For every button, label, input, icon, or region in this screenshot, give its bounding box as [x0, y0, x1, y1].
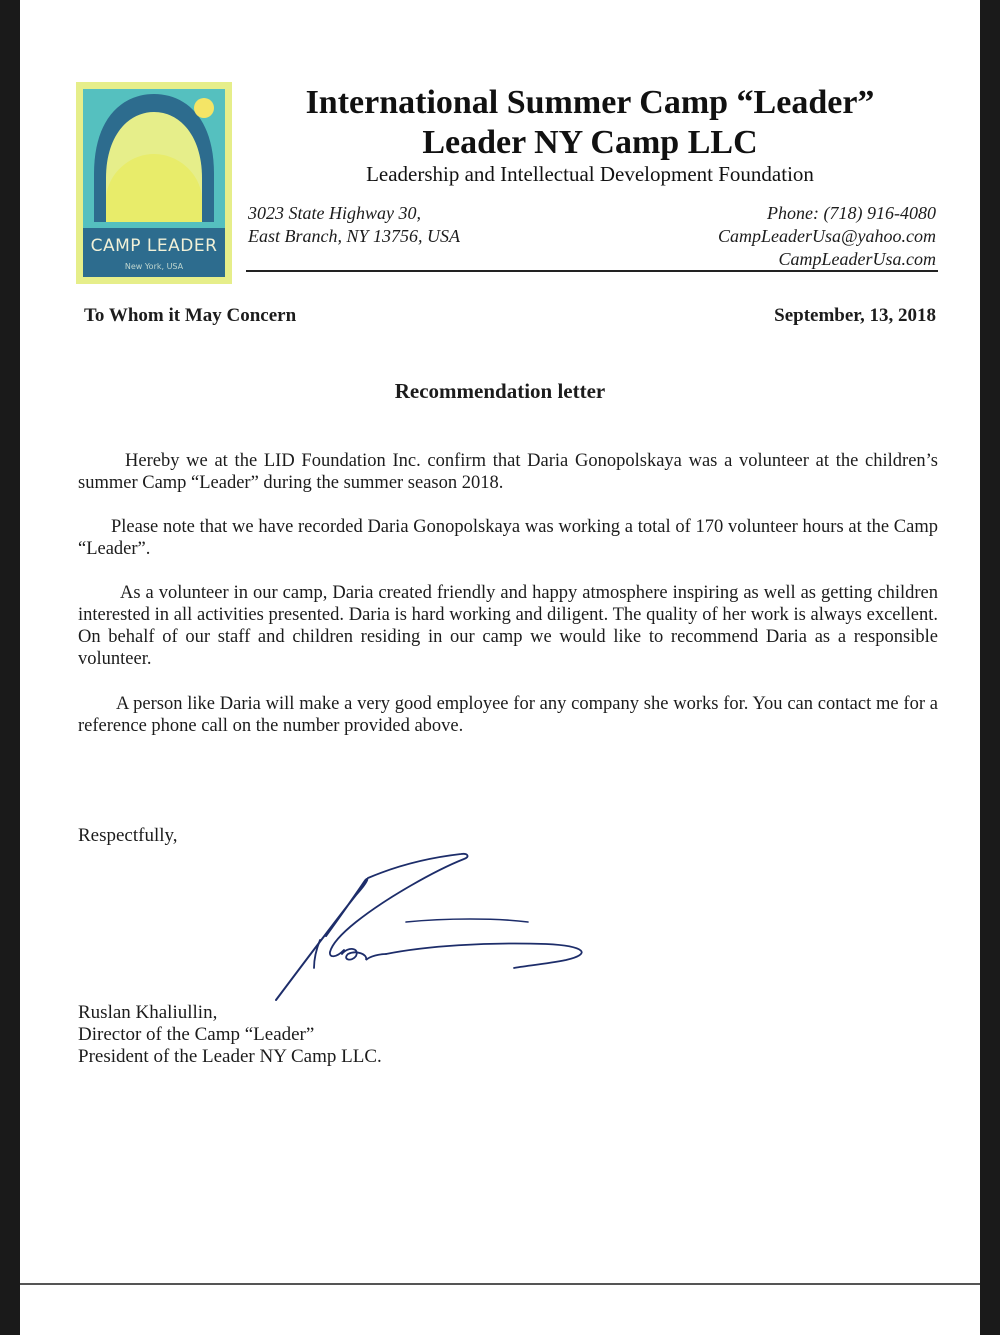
- org-subtitle: Leadership and Intellectual Development Foundation: [366, 162, 814, 186]
- phone-number: Phone: (718) 916-4080: [767, 203, 936, 223]
- org-title: International Summer Camp “Leader”: [305, 84, 875, 121]
- org-company-name: Leader NY Camp LLC: [422, 124, 758, 161]
- signer-name: Ruslan Khaliullin,: [78, 1002, 218, 1023]
- address-line-2: East Branch, NY 13756, USA: [248, 226, 461, 246]
- letter-subject: Recommendation letter: [394, 379, 606, 403]
- closing: Respectfully,: [78, 825, 178, 846]
- body-paragraph-3: As a volunteer in our camp, Daria created friendly and happy atmosphere inspiring as well as getting children interested in all activities presented. Daria is hard working and diligent. The quality of her work is always excellent. On behalf of our staff and children residing in our camp we would like to recommend Daria as a responsible volunteer.: [78, 583, 938, 669]
- camp-leader-logo: [76, 82, 232, 284]
- header-divider: [246, 270, 938, 272]
- footer-divider: [20, 1283, 980, 1285]
- salutation: To Whom it May Concern: [84, 305, 297, 326]
- handwritten-signature: [256, 850, 586, 1010]
- email-address: CampLeaderUsa@yahoo.com: [717, 226, 936, 246]
- logo-sublabel: New York, USA: [124, 262, 184, 271]
- address-block: [248, 202, 460, 248]
- letter-date: September, 13, 2018: [774, 305, 936, 326]
- logo-label: CAMP LEADER: [90, 236, 218, 256]
- address-line-1: 3023 State Highway 30,: [248, 203, 421, 223]
- body-paragraph-4: A person like Daria will make a very good employee for any company she works for. You can contact me for a reference phone call on the number provided above.: [78, 694, 938, 736]
- body-paragraph-2: Please note that we have recorded Daria Gonopolskaya was working a total of 170 volunteer hours at the Camp “Leader”.: [78, 517, 938, 559]
- signer-title-president: President of the Leader NY Camp LLC.: [78, 1046, 382, 1067]
- body-paragraph-1: Hereby we at the LID Foundation Inc. confirm that Daria Gonopolskaya was a volunteer at the children’s summer Camp “Leader” during the summer season 2018.: [78, 451, 938, 493]
- website: CampLeaderUsa.com: [778, 249, 936, 269]
- signer-block: [78, 1002, 382, 1068]
- signer-title-director: Director of the Camp “Leader”: [78, 1024, 315, 1045]
- letter-page: [20, 0, 980, 1335]
- contact-block: [718, 202, 936, 271]
